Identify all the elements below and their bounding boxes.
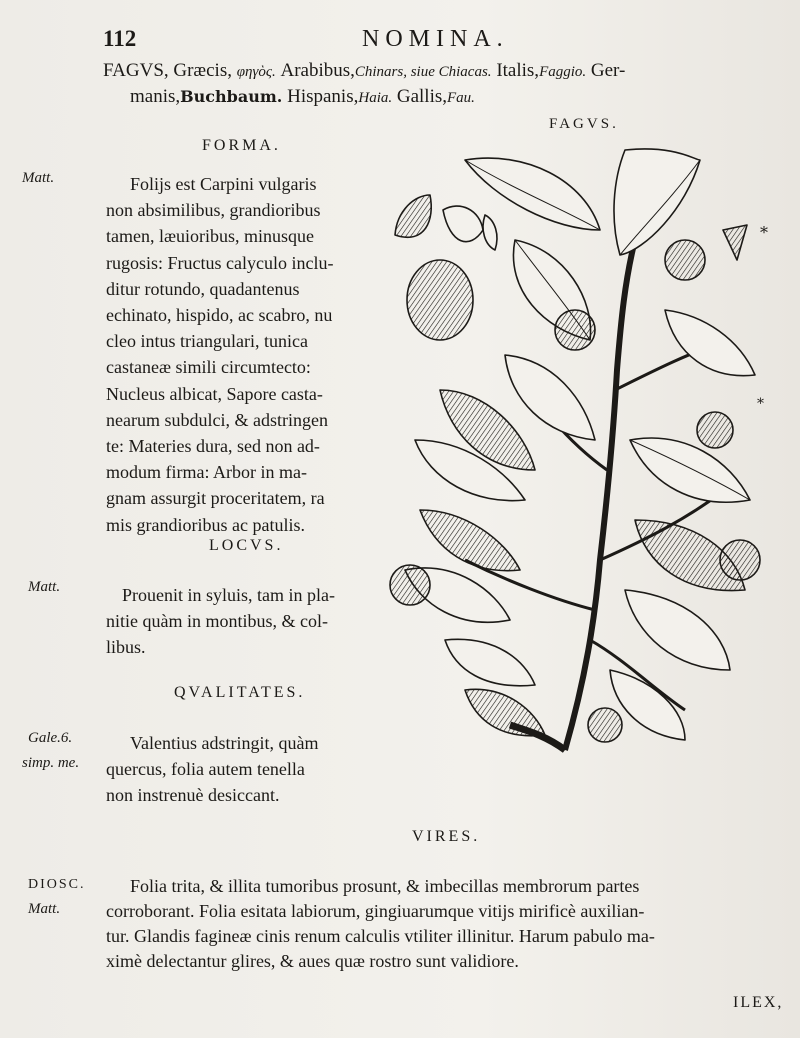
margin-note-galen: Gale.6. <box>28 730 73 746</box>
text-line: tamen, læuioribus, minusque <box>106 226 314 247</box>
text-line: modum firma: Arbor in ma- <box>106 462 307 483</box>
beech-branch-woodcut-illustration <box>385 140 780 795</box>
text-line: non instrenuè desiccant. <box>106 785 280 806</box>
margin-note-matt: Matt. <box>28 901 61 917</box>
text-line: te: Materies dura, sed non ad- <box>106 436 320 457</box>
forma-text <box>106 171 333 538</box>
intro-ger: Ger- <box>590 60 626 81</box>
illustration-caption: FAGVS. <box>549 116 619 132</box>
intro-italis: Italis, <box>496 60 540 81</box>
intro-manis: manis, <box>130 86 181 107</box>
text-line: echinato, hispido, ac scabro, nu <box>106 305 333 326</box>
asterisk-mark: * <box>760 223 768 242</box>
catchword: ILEX, <box>733 994 784 1011</box>
text-line: cleo intus triangulari, tunica <box>106 331 308 352</box>
text-line: tur. Glandis fagineæ cinis renum calculis vtiliter illinitur. Harum pabulo ma- <box>106 926 655 946</box>
margin-note-forma: Matt. <box>22 170 55 186</box>
text-line: ximè delectantur glires, & aues quæ rostro sunt validiore. <box>106 951 519 971</box>
text-line: Nucleus albicat, Sapore casta- <box>106 383 323 404</box>
intro-blackletter-word: Buchbaum. <box>180 87 283 106</box>
text-line: gnam assurgit proceritatem, ra <box>106 488 325 509</box>
text-line: Valentius adstringit, quàm <box>130 733 319 753</box>
intro-gallis: Gallis, <box>396 86 447 107</box>
intro-hispanis: Hispanis, <box>287 86 359 107</box>
text-line: rugosis: Fructus calyculo inclu- <box>106 252 334 273</box>
qualitates-text <box>106 730 318 809</box>
page-number: 112 <box>103 26 137 51</box>
margin-note-diosc: DIOSC. <box>28 877 86 892</box>
vires-text <box>106 874 655 974</box>
text-line: castaneæ simili circumtecto: <box>106 357 311 378</box>
text-line: Folijs est Carpini vulgaris <box>130 174 317 194</box>
section-heading-vires: VIRES. <box>412 828 481 845</box>
text-line: Prouenit in syluis, tam in pla- <box>122 585 335 605</box>
margin-note-locus: Matt. <box>28 579 61 595</box>
text-line: non absimilibus, grandioribus <box>106 200 321 221</box>
text-line: mis grandioribus ac patulis. <box>106 514 305 535</box>
intro-line-2 <box>130 86 475 108</box>
intro-faggio: Faggio. <box>539 64 587 80</box>
section-heading-locus: LOCVS. <box>209 537 284 554</box>
text-line: corroborant. Folia esitata labiorum, gingiuarumque vitijs mirificè auxilian- <box>106 901 645 921</box>
section-heading-qualitates: QVALITATES. <box>174 684 306 701</box>
running-head: NOMINA. <box>362 26 509 52</box>
intro-chinars: Chinars, siue Chiacas. <box>354 64 492 80</box>
text-line: ditur rotundo, quadantenus <box>106 278 300 299</box>
intro-line-1 <box>103 60 625 82</box>
intro-greek-word: φηγὸς. <box>236 64 276 80</box>
locus-text <box>106 582 335 661</box>
asterisk-mark: * <box>757 396 764 412</box>
margin-note-simp: simp. me. <box>22 755 80 771</box>
text-line: libus. <box>106 637 146 658</box>
text-line: nearum subdulci, & adstringen <box>106 409 328 430</box>
text-line: nitie quàm in montibus, & col- <box>106 611 328 632</box>
intro-fagus-greek: FAGVS, Græcis, <box>103 60 232 81</box>
intro-haia: Haia. <box>358 90 393 106</box>
section-heading-forma: FORMA. <box>202 137 281 154</box>
text-line: Folia trita, & illita tumoribus prosunt, & imbecillas membrorum partes <box>130 876 640 896</box>
text-line: quercus, folia autem tenella <box>106 759 305 780</box>
intro-fau: Fau. <box>447 90 475 106</box>
intro-arabibus: Arabibus, <box>280 60 355 81</box>
